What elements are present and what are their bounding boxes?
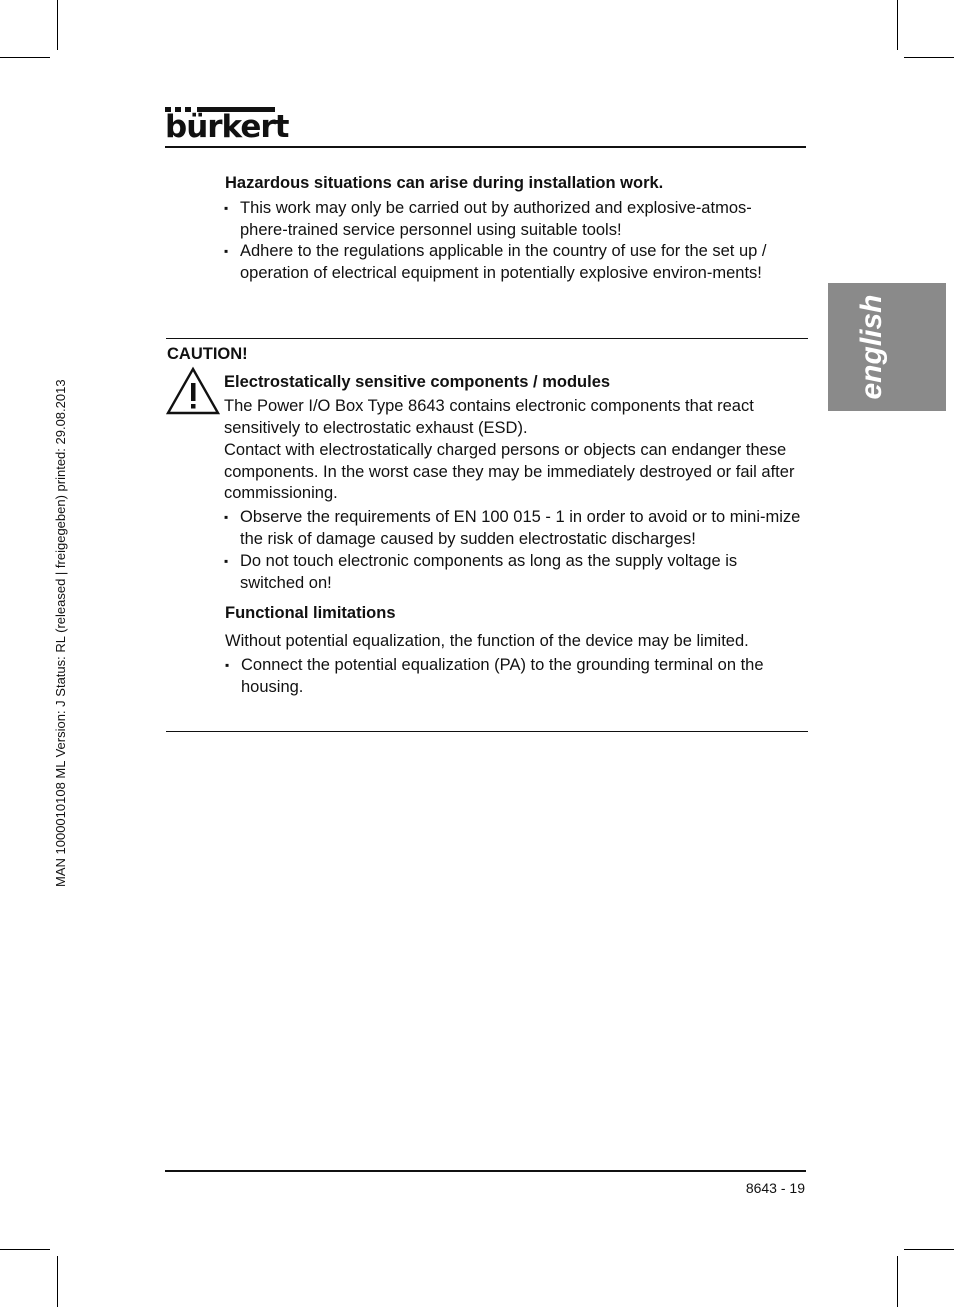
caution-label: CAUTION! xyxy=(167,345,248,363)
crop-mark xyxy=(904,1249,954,1250)
bullet-icon: ▪ xyxy=(224,201,229,215)
crop-mark xyxy=(57,1256,58,1307)
list-item-text: This work may only be carried out by authorized and explosive-atmos-phere-trained service personnel using suitable tools! xyxy=(240,199,752,239)
crop-mark xyxy=(897,1256,898,1307)
bullet-icon: ▪ xyxy=(224,244,229,258)
crop-mark xyxy=(57,0,58,50)
list-item-text: Adhere to the regulations applicable in the country of use for the set up / operation of electrical equipment in potentially explosive environ-ments! xyxy=(240,242,767,282)
warning-triangle-icon xyxy=(166,366,220,416)
document-meta: MAN 1000010108 ML Version: J Status: RL (released | freigegeben) printed: 29.08.2013 xyxy=(53,379,68,887)
bullet-icon: ▪ xyxy=(224,554,229,568)
esd-paragraph: Contact with electrostatically charged persons or objects can endanger these components. In the worst case they may be immediately destroyed or fail after commissioning. xyxy=(224,441,795,502)
crop-mark xyxy=(897,0,898,50)
header-rule xyxy=(165,146,806,148)
language-tab xyxy=(828,283,946,411)
functional-heading: Functional limitations xyxy=(225,604,396,622)
crop-mark xyxy=(904,57,954,58)
list-item-text: Observe the requirements of EN 100 015 - 1 in order to avoid or to mini-mize the risk of damage caused by sudden electrostatic discharges! xyxy=(240,508,801,548)
footer-rule xyxy=(165,1170,806,1172)
section-rule xyxy=(166,731,808,732)
hazard-heading: Hazardous situations can arise during installation work. xyxy=(225,174,664,192)
list-item-text: Connect the potential equalization (PA) to the grounding terminal on the housing. xyxy=(241,656,764,696)
section-rule xyxy=(166,338,808,339)
logo-text: bürkert xyxy=(165,109,289,145)
esd-paragraph: The Power I/O Box Type 8643 contains electronic components that react sensitively to electrostatic exhaust (ESD). xyxy=(224,397,754,437)
bullet-icon: ▪ xyxy=(225,658,230,672)
language-tab-label: english xyxy=(855,294,888,400)
bullet-icon: ▪ xyxy=(224,510,229,524)
brand-logo xyxy=(165,104,289,145)
crop-mark xyxy=(0,57,50,58)
crop-mark xyxy=(0,1249,50,1250)
page-number: 8643 - 19 xyxy=(745,1180,805,1196)
functional-paragraph: Without potential equalization, the function of the device may be limited. xyxy=(225,632,749,650)
list-item-text: Do not touch electronic components as long as the supply voltage is switched on! xyxy=(240,552,738,592)
esd-heading: Electrostatically sensitive components / modules xyxy=(224,373,611,391)
